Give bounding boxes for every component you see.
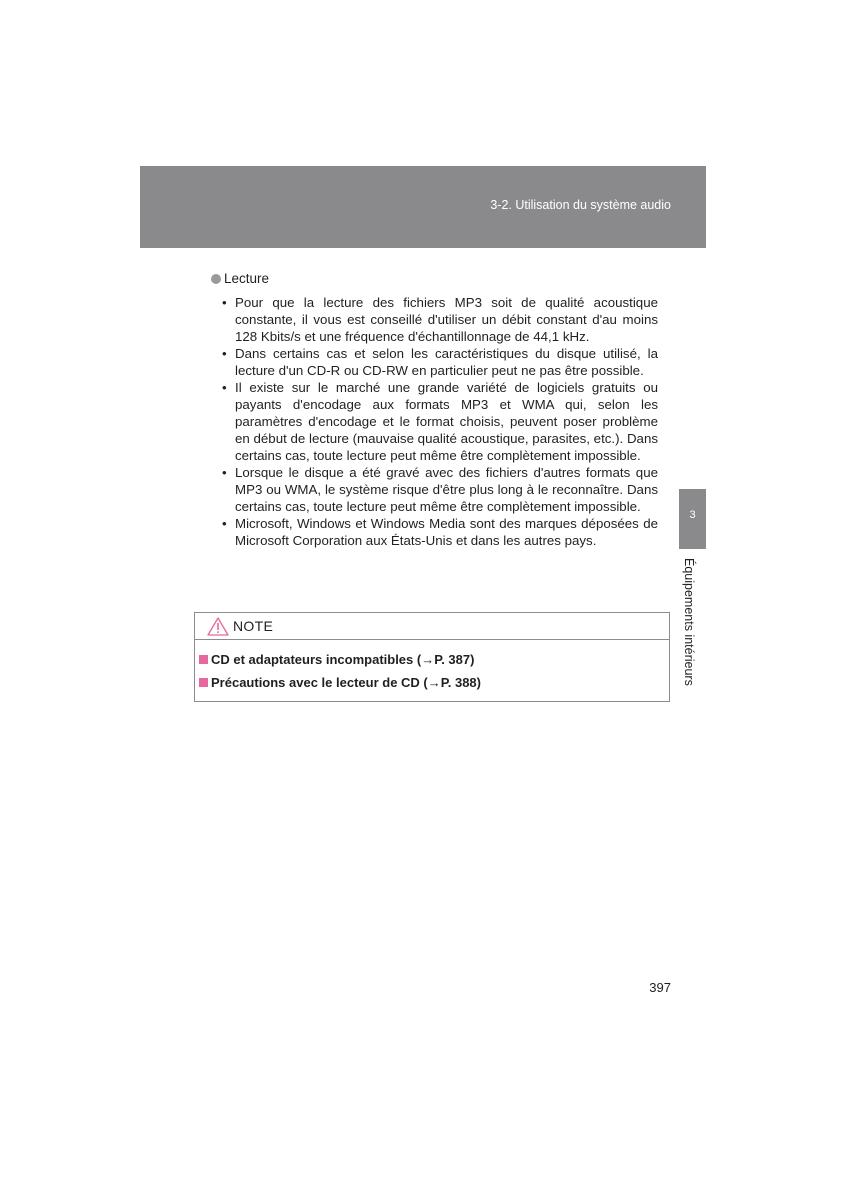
chapter-side-label: Équipements intérieurs bbox=[682, 558, 696, 686]
page-number: 397 bbox=[649, 980, 671, 995]
list-item bbox=[211, 464, 658, 515]
note-label: NOTE bbox=[233, 618, 274, 634]
circle-bullet-icon bbox=[211, 274, 221, 284]
note-item bbox=[199, 650, 669, 668]
list-item bbox=[211, 294, 658, 345]
list-item-text: Lorsque le disque a été gravé avec des fichiers d'autres formats que MP3 ou WMA, le système risque d'être plus long à le reconnaître. Dans certains cas, toute lecture peut même être complètement impossible. bbox=[235, 465, 658, 514]
list-item-text: Pour que la lecture des fichiers MP3 soit de qualité acoustique constante, il vous est conseillé d'utiliser un débit constant d'au moins 128 Kbits/s et une fréquence d'échantillonnage de 44,1 kHz. bbox=[235, 295, 658, 344]
pink-square-icon bbox=[199, 678, 208, 687]
main-content bbox=[211, 270, 658, 549]
note-item-text: Précautions avec le lecteur de CD (→P. 388) bbox=[211, 674, 481, 690]
chapter-title: 3-2. Utilisation du système audio bbox=[490, 198, 671, 212]
note-item-text: CD et adaptateurs incompatibles (→P. 387) bbox=[211, 651, 475, 667]
chapter-side-tab bbox=[679, 489, 706, 549]
section-heading bbox=[211, 270, 658, 288]
bullet-dot: • bbox=[222, 346, 227, 361]
section-heading-text: Lecture bbox=[224, 271, 270, 286]
bullet-dot: • bbox=[222, 295, 227, 310]
note-item bbox=[199, 673, 669, 691]
note-box bbox=[194, 612, 670, 702]
chapter-number: 3 bbox=[689, 509, 696, 521]
warning-triangle-icon bbox=[207, 617, 229, 636]
list-item bbox=[211, 515, 658, 549]
list-item bbox=[211, 345, 658, 379]
list-item-text: Microsoft, Windows et Windows Media sont des marques déposées de Microsoft Corporation aux États-Unis et dans les autres pays. bbox=[235, 516, 658, 548]
chapter-header-band bbox=[140, 166, 706, 248]
bullet-dot: • bbox=[222, 465, 227, 480]
pink-square-icon bbox=[199, 655, 208, 664]
list-item-text: Il existe sur le marché une grande variété de logiciels gratuits ou payants d'encodage aux formats MP3 et WMA qui, selon les paramètres d'encodage et le format choisis, peuvent poser problème en début de lecture (mauvaise qualité acoustique, parasites, etc.). Dans certains cas, toute lecture peut même être complètement impossible. bbox=[235, 380, 658, 463]
bullet-dot: • bbox=[222, 380, 227, 395]
note-header bbox=[195, 613, 669, 640]
list-item bbox=[211, 379, 658, 464]
list-item-text: Dans certains cas et selon les caractéristiques du disque utilisé, la lecture d'un CD-R ou CD-RW en particulier peut ne pas être possible. bbox=[235, 346, 658, 378]
bullet-list bbox=[211, 294, 658, 549]
bullet-dot: • bbox=[222, 516, 227, 531]
